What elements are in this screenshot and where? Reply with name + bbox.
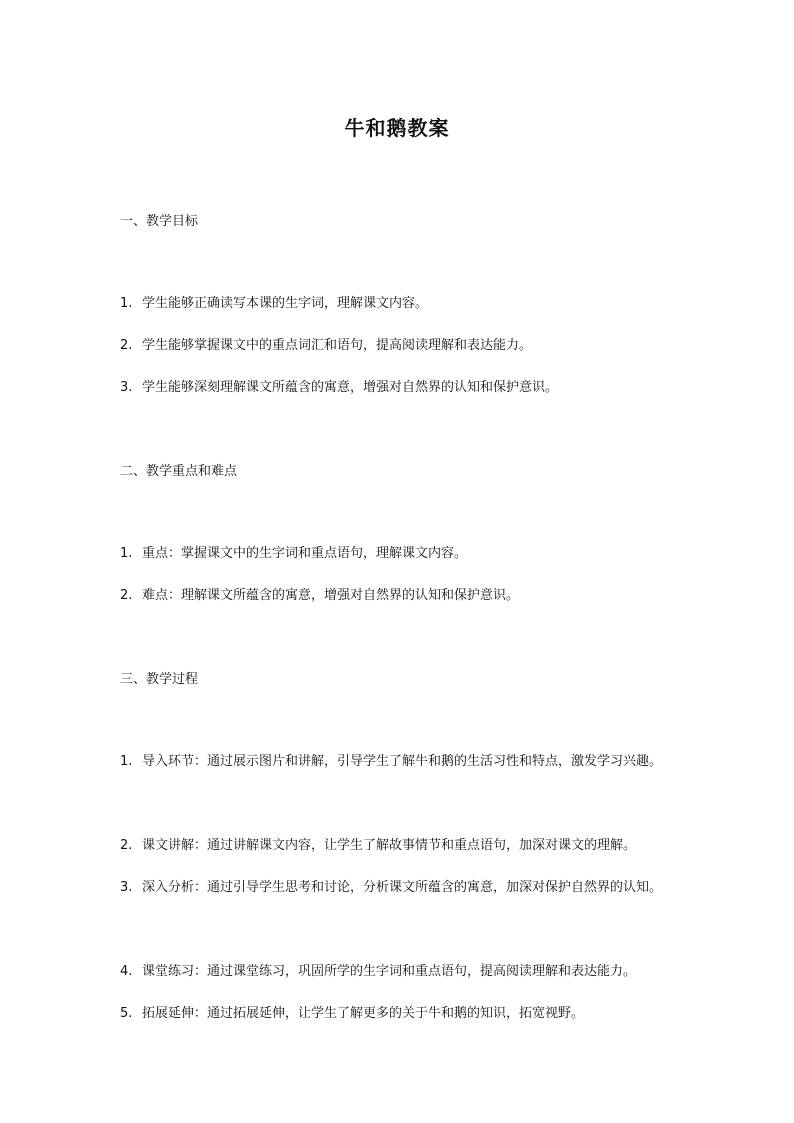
item-number: 1. [120,754,133,769]
item-text: 重点：掌握课文中的生字词和重点语句，理解课文内容。 [142,546,468,561]
list-item [120,867,680,909]
item-text: 导入环节：通过展示图片和讲解，引导学生了解牛和鹅的生活习性和特点，激发学习兴趣。 [142,754,663,769]
list-item [120,741,680,783]
section-heading-objectives: 一、教学目标 [120,214,199,229]
list-item [120,325,680,367]
item-number: 2. [120,838,133,853]
section-heading-key-points: 二、教学重点和难点 [120,464,238,479]
item-text: 课文讲解：通过讲解课文内容，让学生了解故事情节和重点语句，加深对课文的理解。 [142,838,637,853]
item-text: 拓展延伸：通过拓展延伸，让学生了解更多的关于牛和鹅的知识，拓宽视野。 [142,1006,585,1021]
list-item [120,825,680,867]
list-item [120,575,680,617]
item-number: 1. [120,296,133,311]
item-text: 难点：理解课文所蕴含的寓意，增强对自然界的认知和保护意识。 [142,588,520,603]
item-number: 4. [120,964,133,979]
item-text: 学生能够深刻理解课文所蕴含的寓意，增强对自然界的认知和保护意识。 [142,380,559,395]
list-item [120,367,680,409]
item-number: 2. [120,588,133,603]
item-number: 3. [120,880,133,895]
item-text: 学生能够掌握课文中的重点词汇和语句，提高阅读理解和表达能力。 [142,338,533,353]
item-text: 学生能够正确读写本课的生字词，理解课文内容。 [142,296,429,311]
item-number: 3. [120,380,133,395]
item-number: 2. [120,338,133,353]
list-item [120,533,680,575]
list-item [120,283,680,325]
section-heading-process: 三、教学过程 [120,672,199,687]
document-title: 牛和鹅教案 [344,116,450,140]
item-number: 1. [120,546,133,561]
item-text: 深入分析：通过引导学生思考和讨论，分析课文所蕴含的寓意，加深对保护自然界的认知。 [142,880,663,895]
list-item [120,993,680,1035]
item-number: 5. [120,1006,133,1021]
list-item [120,951,680,993]
item-text: 课堂练习：通过课堂练习，巩固所学的生字词和重点语句，提高阅读理解和表达能力。 [142,964,637,979]
